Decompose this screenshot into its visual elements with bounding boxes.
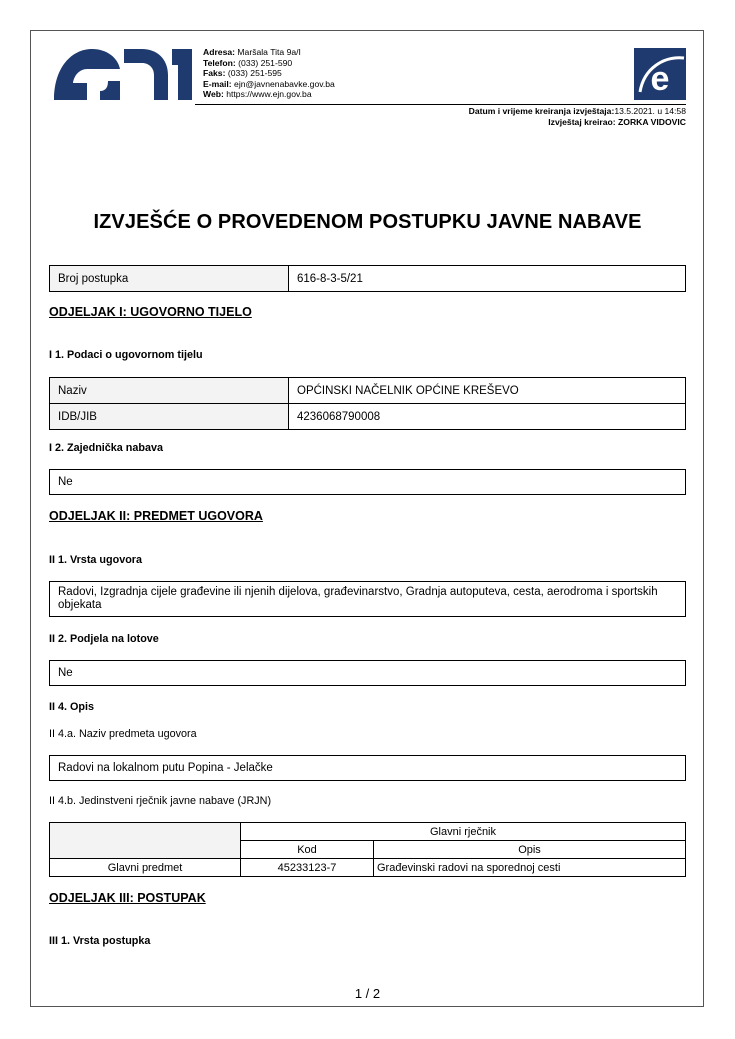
section-3-heading: ODJELJAK III: POSTUPAK	[49, 891, 206, 905]
contact-phone: Telefon: (033) 251-590	[203, 57, 293, 68]
procedure-number-value: 616-8-3-5/21	[297, 272, 363, 285]
contact-block	[203, 47, 335, 100]
section-1-1-heading: I 1. Podaci o ugovornom tijelu	[49, 349, 203, 361]
report-created-by: Izvještaj kreirao: ZORKA VIDOVIC	[548, 116, 686, 127]
idb-value: 4236068790008	[297, 410, 381, 423]
report-meta	[469, 106, 686, 127]
contact-fax: Faks: (033) 251-595	[203, 68, 282, 79]
contract-subject-box	[49, 755, 686, 781]
naziv-value: OPĆINSKI NAČELNIK OPĆINE KREŠEVO	[297, 384, 519, 397]
section-2-4a-label: II 4.a. Naziv predmeta ugovora	[49, 728, 197, 740]
contract-type-value: Radovi, Izgradnja cijele građevine ili njenih dijelova, građevinarstvo, Gradnja autoputeva, cesta, aerodroma i sportskih objekata	[58, 586, 658, 611]
report-created-date: Datum i vrijeme kreiranja izvještaja:13.5.2021. u 14:58	[468, 106, 686, 116]
section-2-1-heading: II 1. Vrsta ugovora	[49, 554, 143, 566]
section-2-heading: ODJELJAK II: PREDMET UGOVORA	[49, 509, 263, 523]
e-logo	[634, 48, 686, 100]
contract-subject-value: Radovi na lokalnom putu Popina - Jelačke	[58, 762, 273, 774]
idb-label: IDB/JIB	[50, 404, 289, 429]
contact-web[interactable]: Web: https://www.ejn.gov.ba	[203, 89, 312, 100]
page-number: 1 / 2	[354, 986, 381, 1001]
procedure-number-box	[49, 265, 686, 292]
jrjn-group-header: Glavni rječnik	[241, 823, 686, 841]
procedure-number-label: Broj postupka	[50, 266, 289, 291]
lots-box	[49, 660, 686, 686]
section-3-1-heading: III 1. Vrsta postupka	[49, 935, 151, 947]
joint-procurement-value: Ne	[58, 476, 73, 488]
lots-value: Ne	[58, 667, 73, 679]
jrjn-row-kod: 45233123-7	[241, 859, 374, 877]
section-1-heading: ODJELJAK I: UGOVORNO TIJELO	[49, 305, 252, 319]
section-2-4-heading: II 4. Opis	[49, 701, 95, 713]
contracting-authority-box	[49, 377, 686, 430]
jrjn-col-kod: Kod	[241, 841, 374, 859]
section-2-2-heading: II 2. Podjela na lotove	[49, 633, 159, 645]
jrjn-empty-header	[50, 823, 241, 859]
contract-type-box	[49, 581, 686, 617]
jrjn-col-opis: Opis	[374, 841, 686, 859]
jrjn-row-opis: Građevinski radovi na sporednoj cesti	[374, 859, 686, 877]
table-row	[50, 859, 686, 877]
ejn-logo	[54, 47, 192, 100]
document-title: IZVJEŠĆE O PROVEDENOM POSTUPKU JAVNE NABAVE	[93, 211, 642, 233]
joint-procurement-box	[49, 469, 686, 495]
section-2-4b-label: II 4.b. Jedinstveni rječnik javne nabave (JRJN)	[49, 795, 272, 807]
naziv-label: Naziv	[50, 378, 289, 403]
svg-text:e: e	[650, 60, 670, 98]
jrjn-row-label: Glavni predmet	[50, 859, 241, 877]
contact-address: Adresa: Maršala Tita 9a/I	[203, 47, 301, 57]
jrjn-table	[49, 822, 686, 877]
header-divider	[195, 104, 686, 105]
contact-email[interactable]: E-mail: ejn@javnenabavke.gov.ba	[203, 78, 335, 89]
section-1-2-heading: I 2. Zajednička nabava	[49, 442, 164, 454]
